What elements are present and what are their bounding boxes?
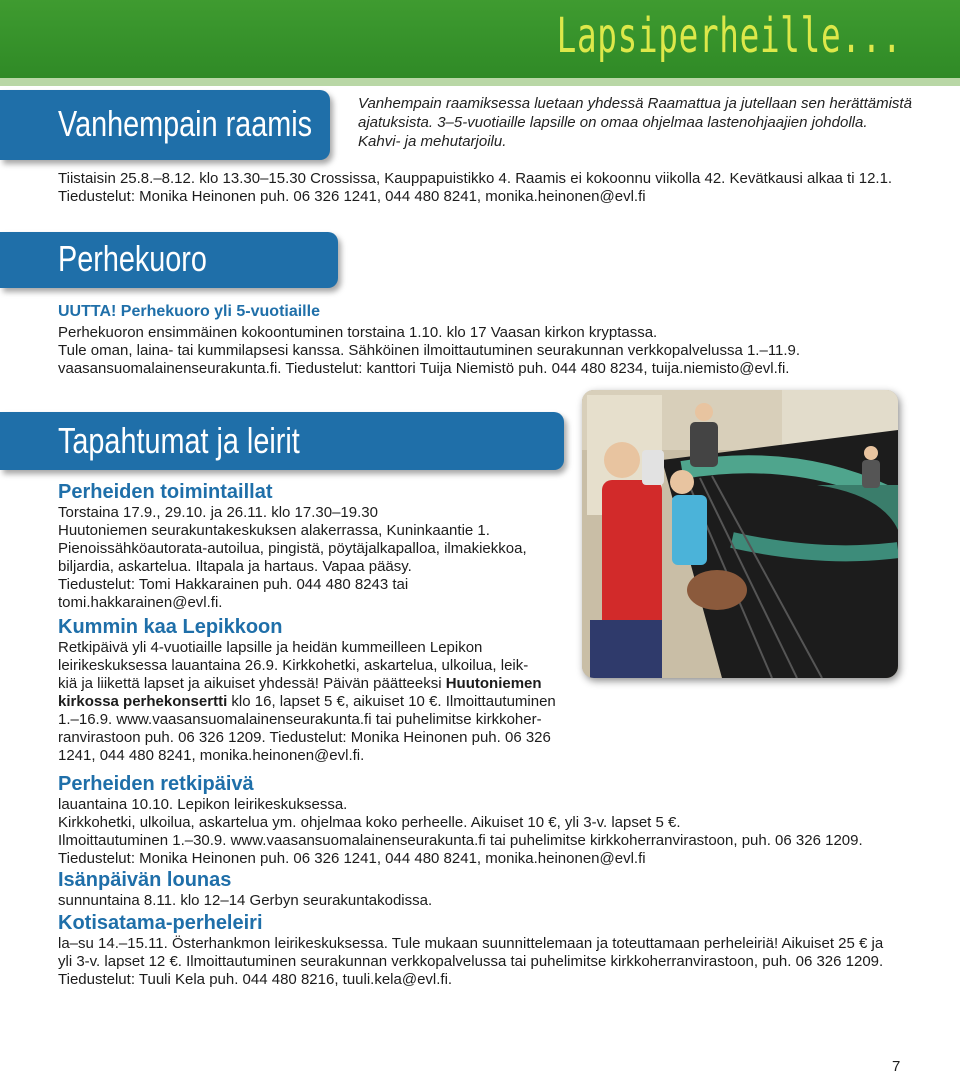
toimintaillat-line: Huutoniemen seurakuntakeskuksen alakerrassa, Kuninkaantie 1.	[58, 522, 490, 539]
retkipaiva-heading: Perheiden retkipäivä	[58, 773, 254, 795]
toimintaillat-line: Pienoissähköautorata-autoilua, pingistä, pöytäjalkapalloa, ilmakiekkoa,	[58, 540, 527, 557]
section-title-tapahtumat: Tapahtumat ja leirit	[58, 420, 300, 461]
toimintaillat-line: Tiedustelut: Tomi Hakkarainen puh. 044 480 8243 tai	[58, 576, 409, 593]
header-band	[0, 0, 960, 78]
section-title-perhekuoro: Perhekuoro	[58, 238, 207, 279]
page-title: Lapsiperheille...	[556, 8, 902, 64]
raamis-intro-line: ajatuksista. 3–5-vuotiaille lapsille on omaa ohjelmaa lastenohjaajien johdolla.	[358, 114, 868, 131]
perhekuoro-line: vaasansuomalainenseurakunta.fi. Tiedustelut: kanttori Tuija Niemistö puh. 044 480 8234, tuija.niemisto@evl.fi.	[58, 360, 790, 377]
perhekuoro-block	[58, 302, 800, 378]
kotisatama-line: yli 3-v. lapset 12 €. Ilmoittautuminen seurakunnan verkkopalvelussa tai puhelimitse kirkkoherranvirastoon, puh. 06 326 1209.	[58, 953, 884, 970]
kummin-line: ranvirastoon puh. 06 326 1209. Tiedustelut: Monika Heinonen puh. 06 326	[58, 729, 551, 746]
page-number: 7	[892, 1058, 901, 1075]
lounas-block	[58, 868, 432, 910]
perhekuoro-line: Tule oman, laina- tai kummilapsesi kanssa. Sähköinen ilmoittautuminen seurakunnan verkkopalvelussa 1.–11.9.	[58, 342, 801, 359]
raamis-detail-line: Tiedustelut: Monika Heinonen puh. 06 326 1241, 044 480 8241, monika.heinonen@evl.fi	[58, 188, 646, 205]
lounas-line: sunnuntaina 8.11. klo 12–14 Gerbyn seurakuntakodissa.	[58, 892, 433, 909]
kotisatama-heading: Kotisatama-perheleiri	[58, 912, 263, 934]
kummin-heading: Kummin kaa Lepikkoon	[58, 616, 283, 638]
toimintaillat-line: tomi.hakkarainen@evl.fi.	[58, 594, 223, 611]
section-tab-raamis	[0, 90, 330, 160]
kummin-line: leirikeskuksessa lauantaina 26.9. Kirkkohetki, askartelua, ulkoilua, leik-	[58, 657, 529, 674]
kummin-block	[58, 615, 556, 765]
kummin-line: Retkipäivä yli 4-vuotiaille lapsille ja heidän kummeilleen Lepikon	[58, 639, 483, 656]
retkipaiva-block	[58, 772, 863, 868]
raamis-intro	[358, 94, 918, 151]
header-divider	[0, 78, 960, 86]
toimintaillat-heading: Perheiden toimintaillat	[58, 481, 273, 503]
retkipaiva-line: lauantaina 10.10. Lepikon leirikeskuksessa.	[58, 796, 348, 813]
kotisatama-line: Tiedustelut: Tuuli Kela puh. 044 480 8216, tuuli.kela@evl.fi.	[58, 971, 453, 988]
raamis-intro-line: Vanhempain raamiksessa luetaan yhdessä Raamattua ja jutellaan sen herättämistä	[358, 95, 912, 112]
retkipaiva-line: Kirkkohetki, ulkoilua, askartelua ym. ohjelmaa koko perheelle. Aikuiset 10 €, yli 3-v. lapset 5 €.	[58, 814, 681, 831]
toimintaillat-block	[58, 480, 527, 612]
event-photo	[582, 390, 898, 678]
kummin-bold-text: kirkossa perhekonsertti	[58, 693, 228, 710]
kummin-text: klo 16, lapset 5 €, aikuiset 10 €. Ilmoittautuminen	[227, 693, 556, 710]
raamis-intro-line: Kahvi- ja mehutarjoilu.	[358, 133, 507, 150]
section-tab-tapahtumat	[0, 412, 564, 470]
kotisatama-line: la–su 14.–15.11. Österhankmon leirikeskuksessa. Tule mukaan suunnittelemaan ja toteuttamaan perheleiriä! Aikuiset 25 € ja	[58, 935, 884, 952]
raamis-details	[58, 170, 892, 206]
kummin-text: kiä ja liikettä lapset ja aikuiset yhdessä! Päivän päätteeksi	[58, 675, 446, 692]
perhekuoro-line: Perhekuoron ensimmäinen kokoontuminen torstaina 1.10. klo 17 Vaasan kirkon kryptassa.	[58, 324, 658, 341]
lounas-heading: Isänpäivän lounas	[58, 869, 232, 891]
section-tab-perhekuoro	[0, 232, 338, 288]
kummin-line: 1241, 044 480 8241, monika.heinonen@evl.fi.	[58, 747, 365, 764]
toimintaillat-line: Torstaina 17.9., 29.10. ja 26.11. klo 17.30–19.30	[58, 504, 378, 521]
kummin-line: 1.–16.9. www.vaasansuomalainenseurakunta.fi tai puhelimitse kirkkoher-	[58, 711, 542, 728]
perhekuoro-heading: UUTTA! Perhekuoro yli 5-vuotiaille	[58, 303, 320, 320]
section-title-raamis: Vanhempain raamis	[58, 103, 312, 144]
retkipaiva-line: Tiedustelut: Monika Heinonen puh. 06 326 1241, 044 480 8241, monika.heinonen@evl.fi	[58, 850, 646, 867]
toimintaillat-line: biljardia, askartelua. Iltapala ja hartaus. Vapaa pääsy.	[58, 558, 412, 575]
event-photo-image	[582, 390, 898, 678]
raamis-detail-line: Tiistaisin 25.8.–8.12. klo 13.30–15.30 Crossissa, Kauppapuistikko 4. Raamis ei kokoonnu viikolla 42. Kevätkausi alkaa ti 12.1.	[58, 170, 893, 187]
kummin-bold-text: Huutoniemen	[445, 675, 542, 692]
kummin-line	[58, 675, 556, 693]
retkipaiva-line: Ilmoittautuminen 1.–30.9. www.vaasansuomalainenseurakunta.fi tai puhelimitse kirkkoherranvirastoon, puh. 06 326 1209.	[58, 832, 863, 849]
kotisatama-block	[58, 911, 883, 989]
kummin-line	[58, 693, 556, 711]
